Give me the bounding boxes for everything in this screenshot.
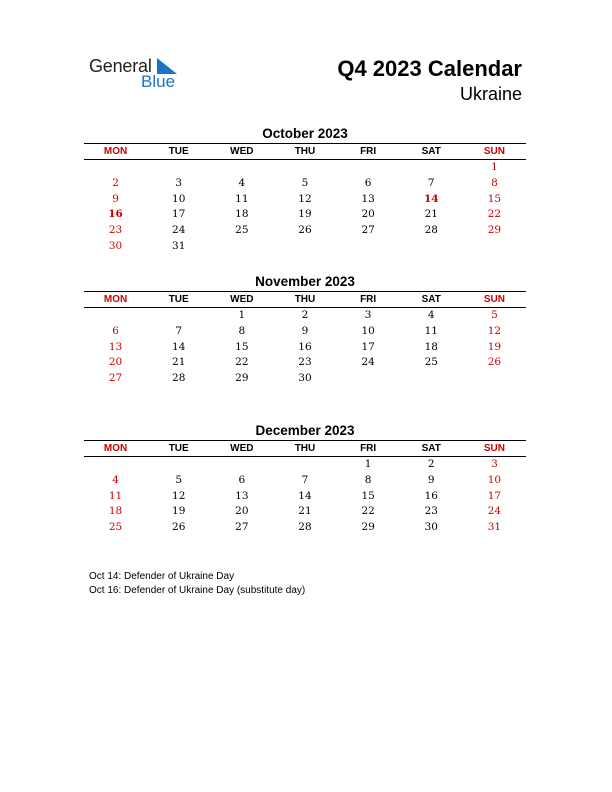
day-cell: 8: [238, 324, 246, 337]
weekday-header-mon: MON: [103, 294, 128, 305]
weekday-header-wed: WED: [230, 294, 254, 305]
page-title: Q4 2023 Calendar: [337, 56, 522, 81]
empty-day-cell: [463, 371, 526, 387]
empty-day-cell: [210, 160, 273, 176]
day-cell: 15: [361, 489, 375, 502]
generalblue-logo: [89, 56, 189, 96]
day-cell: 17: [172, 208, 186, 221]
empty-day-cell: [84, 160, 147, 176]
day-cell: 1: [364, 458, 372, 470]
day-cell: 6: [238, 473, 246, 486]
day-cell: 9: [112, 192, 119, 205]
weekday-header-tue: TUE: [168, 443, 189, 454]
day-cell: 4: [112, 473, 119, 486]
empty-day-cell: [400, 160, 463, 176]
empty-day-cell: [273, 160, 336, 176]
day-cell: 16: [108, 208, 123, 221]
day-cell: 5: [301, 176, 309, 189]
weekday-header-thu: THU: [294, 146, 316, 157]
day-cell: 19: [487, 340, 502, 353]
weekday-header-mon: MON: [103, 146, 128, 157]
day-cell: 17: [487, 489, 502, 502]
holiday-note: Oct 16: Defender of Ukraine Day (substitute day): [89, 585, 306, 596]
day-cell: 9: [301, 324, 309, 337]
day-cell: 22: [361, 505, 375, 518]
month-october: [84, 125, 526, 255]
empty-day-cell: [84, 308, 147, 324]
empty-day-cell: [84, 457, 147, 473]
weekday-header-tue: TUE: [168, 146, 189, 157]
day-cell: 30: [108, 239, 123, 252]
weekday-header-tue: TUE: [168, 294, 189, 305]
day-cell: 3: [364, 309, 372, 321]
day-cell: 25: [424, 356, 438, 369]
day-cell: 14: [172, 340, 186, 353]
day-cell: 3: [491, 458, 498, 470]
day-cell: 12: [487, 324, 502, 337]
day-cell: 8: [364, 473, 372, 486]
holiday-notes: [89, 570, 305, 598]
day-cell: 4: [427, 309, 435, 321]
page-subtitle: Ukraine: [459, 84, 522, 104]
day-cell: 12: [172, 489, 186, 502]
day-cell: 16: [424, 489, 438, 502]
day-cell: 22: [487, 208, 502, 221]
day-cell: 15: [487, 192, 502, 205]
empty-day-cell: [400, 239, 463, 255]
day-cell: 8: [491, 176, 498, 189]
day-cell: 23: [108, 224, 123, 237]
day-cell: 28: [172, 372, 186, 385]
day-cell: 5: [491, 309, 498, 321]
logo-word-general: General: [89, 56, 152, 76]
weekday-header-mon: MON: [103, 443, 128, 454]
weekday-header-sat: SAT: [421, 294, 441, 305]
day-cell: 30: [424, 521, 438, 534]
empty-day-cell: [337, 160, 400, 176]
month-title: October 2023: [262, 126, 348, 141]
holiday-note: Oct 14: Defender of Ukraine Day: [89, 571, 235, 582]
empty-day-cell: [400, 371, 463, 387]
day-cell: 1: [491, 161, 498, 173]
day-cell: 13: [108, 340, 123, 353]
month-november: [84, 273, 526, 387]
day-cell: 2: [112, 176, 119, 189]
day-cell: 12: [298, 192, 312, 205]
day-cell: 2: [427, 458, 435, 470]
day-cell: 19: [298, 208, 312, 221]
day-grid: [84, 457, 526, 536]
day-cell: 28: [424, 224, 438, 237]
day-cell: 26: [172, 521, 186, 534]
empty-day-cell: [210, 457, 273, 473]
day-cell: 13: [235, 489, 249, 502]
day-cell: 11: [424, 324, 438, 337]
day-cell: 26: [298, 224, 312, 237]
day-cell: 13: [361, 192, 375, 205]
day-cell: 29: [235, 372, 249, 385]
day-cell: 5: [175, 473, 183, 486]
day-cell: 10: [487, 473, 502, 486]
day-grid: [84, 308, 526, 387]
day-cell: 20: [235, 505, 249, 518]
day-cell: 24: [487, 505, 502, 518]
day-cell: 21: [424, 208, 438, 221]
day-cell: 20: [361, 208, 375, 221]
empty-day-cell: [273, 239, 336, 255]
day-cell: 26: [487, 356, 502, 369]
day-cell: 6: [364, 176, 372, 189]
day-cell: 27: [361, 224, 375, 237]
day-cell: 2: [301, 309, 309, 321]
empty-day-cell: [147, 308, 210, 324]
day-cell: 7: [301, 473, 309, 486]
day-cell: 1: [238, 309, 246, 321]
logo-word-blue: Blue: [141, 72, 176, 91]
day-cell: 25: [235, 224, 249, 237]
day-cell: 11: [235, 192, 249, 205]
day-cell: 18: [235, 208, 249, 221]
day-cell: 20: [108, 356, 123, 369]
weekday-header-row: [84, 441, 526, 456]
day-cell: 21: [172, 356, 186, 369]
empty-day-cell: [147, 160, 210, 176]
weekday-header-sun: SUN: [483, 443, 505, 454]
weekday-header-row: [84, 292, 526, 307]
day-cell: 6: [112, 324, 119, 337]
day-cell: 27: [235, 521, 249, 534]
day-cell: 4: [238, 176, 246, 189]
day-cell: 7: [427, 176, 435, 189]
day-cell: 14: [423, 192, 439, 205]
day-cell: 7: [175, 324, 183, 337]
day-cell: 30: [298, 372, 312, 385]
weekday-header-wed: WED: [230, 146, 254, 157]
weekday-header-sat: SAT: [421, 443, 441, 454]
day-cell: 29: [361, 521, 375, 534]
empty-day-cell: [273, 457, 336, 473]
month-december: [84, 422, 526, 536]
day-cell: 31: [172, 239, 186, 252]
day-cell: 21: [298, 505, 312, 518]
day-cell: 10: [172, 192, 186, 205]
day-grid: [84, 160, 526, 255]
day-cell: 3: [175, 176, 183, 189]
weekday-header-sun: SUN: [483, 146, 505, 157]
empty-day-cell: [147, 457, 210, 473]
weekday-header-fri: FRI: [360, 146, 377, 157]
day-cell: 28: [298, 521, 312, 534]
day-cell: 24: [361, 356, 375, 369]
day-cell: 24: [172, 224, 186, 237]
day-cell: 31: [487, 521, 502, 534]
weekday-header-fri: FRI: [360, 294, 377, 305]
day-cell: 23: [298, 356, 312, 369]
weekday-header-fri: FRI: [360, 443, 377, 454]
weekday-header-wed: WED: [230, 443, 254, 454]
day-cell: 16: [298, 340, 312, 353]
day-cell: 18: [424, 340, 438, 353]
month-title: December 2023: [255, 423, 355, 438]
weekday-header-thu: THU: [294, 443, 316, 454]
empty-day-cell: [210, 239, 273, 255]
day-cell: 18: [108, 505, 123, 518]
day-cell: 29: [487, 224, 502, 237]
weekday-header-row: [84, 144, 526, 159]
day-cell: 22: [235, 356, 249, 369]
weekday-header-sat: SAT: [421, 146, 441, 157]
empty-day-cell: [337, 239, 400, 255]
weekday-header-sun: SUN: [483, 294, 505, 305]
day-cell: 23: [424, 505, 438, 518]
day-cell: 25: [108, 521, 123, 534]
day-cell: 9: [427, 473, 435, 486]
day-cell: 10: [361, 324, 375, 337]
day-cell: 11: [108, 489, 123, 502]
day-cell: 27: [108, 372, 123, 385]
day-cell: 15: [235, 340, 249, 353]
day-cell: 17: [361, 340, 375, 353]
month-title: November 2023: [255, 274, 355, 289]
weekday-header-thu: THU: [294, 294, 316, 305]
empty-day-cell: [337, 371, 400, 387]
empty-day-cell: [463, 239, 526, 255]
day-cell: 19: [172, 505, 186, 518]
day-cell: 14: [298, 489, 312, 502]
